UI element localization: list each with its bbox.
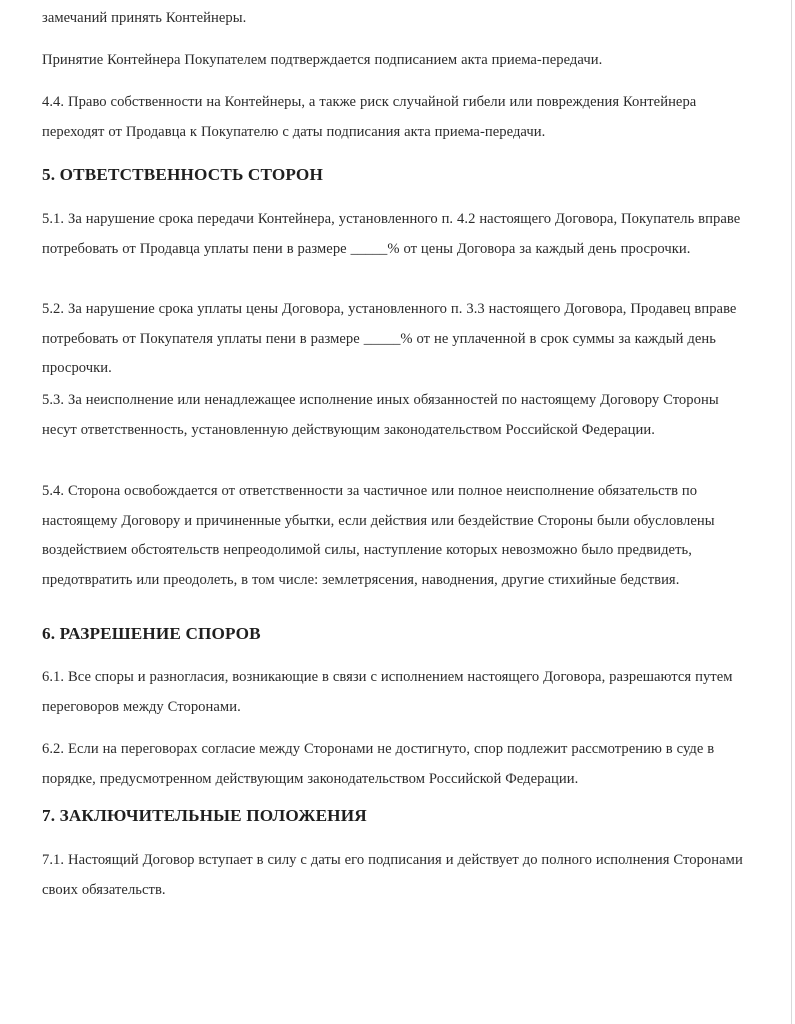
clause-text-before-blank: 5.1. За нарушение срока передачи Контейнера, установленного п. 4.2 настоящего Договора, Покупатель вправе потребовать от Продавца уплаты пени в размере <box>42 211 741 257</box>
clause-text-before-blank: 5.2. За нарушение срока уплаты цены Договора, установленного п. 3.3 настоящего Договора, Продавец вправе потребовать от Покупателя уплаты пени в размере <box>42 301 737 347</box>
section-heading <box>42 162 752 188</box>
clause-paragraph-text <box>42 205 752 264</box>
clause-paragraph <box>42 295 752 384</box>
clause-paragraph <box>42 46 752 76</box>
clause-paragraph-text: 6.2. Если на переговорах согласие между Сторонами не достигнуто, спор подлежит рассмотрению в суде в порядке, предусмотренном действующим законодательством Российской Федерации. <box>42 741 715 787</box>
clause-paragraph <box>42 4 752 34</box>
clause-paragraph-text: 5.4. Сторона освобождается от ответственности за частичное или полное неисполнение обязательств по настоящему Договору и причиненные убытки, если действия или бездействие Стороны были обусловлены воздействием обстоятельств непреодолимой силы, наступление которых невозможно было предвидеть, предотвратить или преодолеть, в том числе: землетрясения, наводнения, другие стихийные бедствия. <box>42 483 715 588</box>
clause-paragraph <box>42 205 752 264</box>
clause-text-after-blank: % от цены Договора за каждый день просрочки. <box>387 240 691 257</box>
clause-paragraph-text: Принятие Контейнера Покупателем подтверждается подписанием акта приема-передачи. <box>42 52 603 68</box>
clause-paragraph-text: 6.1. Все споры и разногласия, возникающие в связи с исполнением настоящего Договора, разрешаются путем переговоров между Сторонами. <box>42 669 733 715</box>
clause-paragraph <box>42 735 752 794</box>
section-heading-text: 7. ЗАКЛЮЧИТЕЛЬНЫЕ ПОЛОЖЕНИЯ <box>42 806 367 825</box>
section-heading-text: 6. РАЗРЕШЕНИЕ СПОРОВ <box>42 624 261 643</box>
section-heading <box>42 621 752 647</box>
clause-text-after-blank: % от не уплаченной в срок суммы за каждый день просрочки. <box>42 330 716 376</box>
clause-paragraph <box>42 88 752 147</box>
clause-paragraph <box>42 386 752 445</box>
clause-paragraph-text: 7.1. Настоящий Договор вступает в силу с даты его подписания и действует до полного исполнения Сторонами своих обязательств. <box>42 852 743 898</box>
fill-in-blank[interactable]: _____ <box>350 240 388 257</box>
clause-paragraph-text <box>42 295 752 384</box>
clause-paragraph-text: 4.4. Право собственности на Контейнеры, а также риск случайной гибели или повреждения Контейнера переходят от Продавца к Покупателю с даты подписания акта приема-передачи. <box>42 94 697 140</box>
clause-paragraph <box>42 846 752 905</box>
page-edge-rule <box>791 0 792 1024</box>
clause-paragraph <box>42 663 752 722</box>
fill-in-blank[interactable]: _____ <box>363 330 401 347</box>
clause-paragraph-text: замечаний принять Контейнеры. <box>42 10 247 26</box>
section-heading <box>42 803 752 829</box>
section-heading-text: 5. ОТВЕТСТВЕННОСТЬ СТОРОН <box>42 165 323 184</box>
clause-paragraph-text: 5.3. За неисполнение или ненадлежащее исполнение иных обязанностей по настоящему Договору Стороны несут ответственность, установленную действующим законодательством Российской Федерации. <box>42 392 719 438</box>
clause-paragraph <box>42 477 752 595</box>
